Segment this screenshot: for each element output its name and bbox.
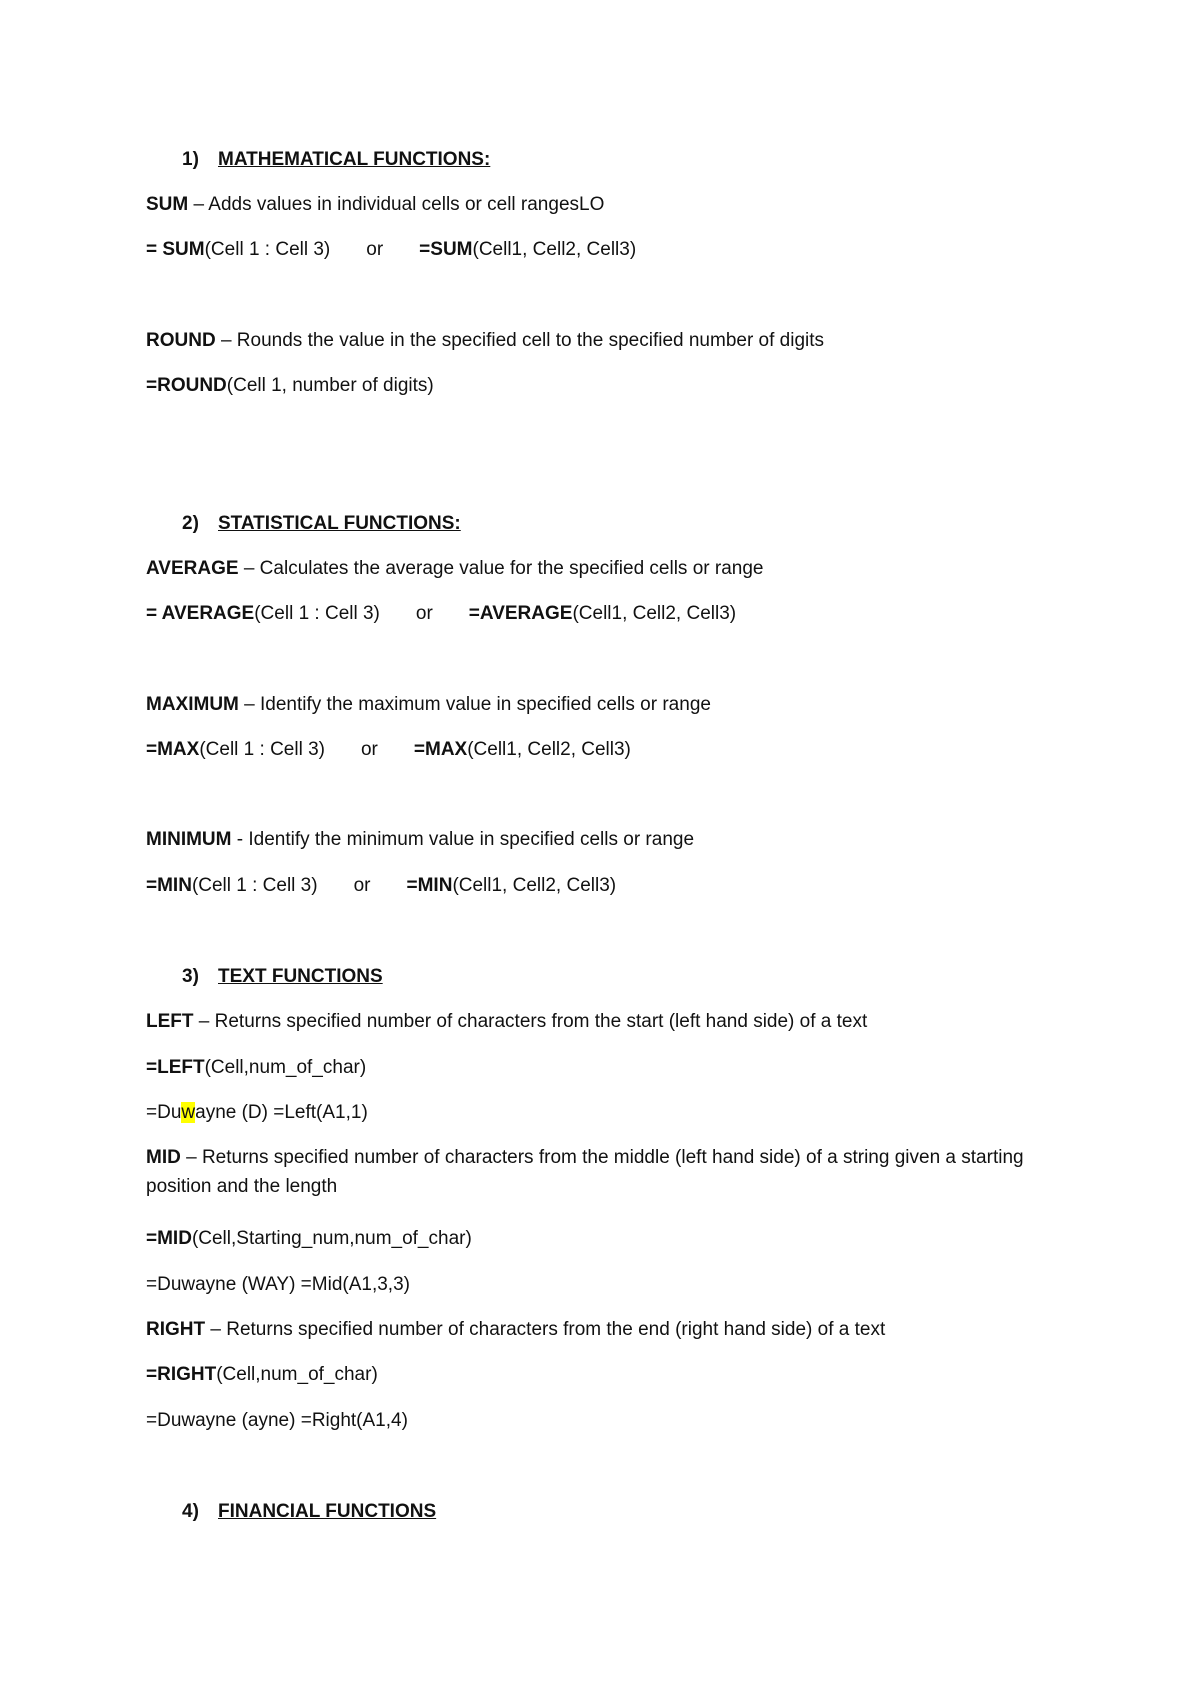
formula-args: (Cell,num_of_char) bbox=[204, 1057, 367, 1078]
example-text: ayne (D) =Left(A1,1) bbox=[195, 1102, 368, 1123]
right-example bbox=[146, 1409, 408, 1433]
formula-name: =AVERAGE bbox=[468, 603, 573, 624]
function-name: ROUND bbox=[146, 330, 216, 351]
function-name: AVERAGE bbox=[146, 558, 239, 579]
mid-formula bbox=[146, 1227, 472, 1251]
formula-args: (Cell1, Cell2, Cell3) bbox=[572, 603, 737, 624]
formula-args: (Cell 1 : Cell 3) bbox=[199, 739, 325, 760]
or-word: or bbox=[353, 875, 371, 896]
section-heading-mathematical bbox=[182, 148, 490, 172]
formula-args: (Cell,Starting_num,num_of_char) bbox=[191, 1228, 472, 1249]
function-desc: - Identify the minimum value in specified cells or range bbox=[231, 829, 695, 850]
maximum-description bbox=[146, 693, 711, 717]
function-desc: – Identify the maximum value in specified cells or range bbox=[238, 694, 711, 715]
section-number: 1) bbox=[182, 149, 199, 170]
formula-args: (Cell 1 : Cell 3) bbox=[254, 603, 380, 624]
formula-args: (Cell 1 : Cell 3) bbox=[191, 875, 318, 896]
mid-example bbox=[146, 1273, 410, 1297]
function-name: RIGHT bbox=[146, 1319, 206, 1340]
function-name: MAXIMUM bbox=[146, 694, 239, 715]
right-description bbox=[146, 1318, 885, 1342]
or-word: or bbox=[366, 239, 384, 260]
section-heading-financial bbox=[182, 1500, 436, 1524]
section-number: 2) bbox=[182, 513, 199, 534]
mid-description bbox=[146, 1143, 1036, 1201]
round-description bbox=[146, 329, 824, 353]
formula-name: =RIGHT bbox=[146, 1364, 217, 1385]
section-heading-text bbox=[182, 965, 383, 989]
sum-formula bbox=[146, 238, 636, 262]
or-word: or bbox=[360, 739, 378, 760]
function-desc: – Returns specified number of characters from the middle (left hand side) of a string given a starting position and the length bbox=[146, 1147, 1024, 1197]
function-name: MID bbox=[146, 1147, 181, 1168]
function-name: LEFT bbox=[146, 1011, 194, 1032]
formula-args: (Cell1, Cell2, Cell3) bbox=[467, 739, 631, 760]
example-text: =Duwayne (ayne) =Right(A1,4) bbox=[146, 1410, 408, 1431]
minimum-description bbox=[146, 828, 694, 852]
formula-name: = SUM bbox=[146, 239, 205, 260]
function-desc: – Adds values in individual cells or cell rangesLO bbox=[188, 194, 605, 215]
section-title: FINANCIAL FUNCTIONS bbox=[218, 1501, 437, 1522]
left-formula bbox=[146, 1056, 366, 1080]
function-name: SUM bbox=[146, 194, 189, 215]
section-title: MATHEMATICAL FUNCTIONS: bbox=[218, 149, 491, 170]
example-text: =Duwayne (WAY) =Mid(A1,3,3) bbox=[146, 1274, 410, 1295]
function-desc: – Rounds the value in the specified cell to the specified number of digits bbox=[215, 330, 825, 351]
maximum-formula bbox=[146, 738, 631, 762]
sum-description bbox=[146, 193, 604, 217]
formula-name: =MIN bbox=[406, 875, 453, 896]
section-number: 4) bbox=[182, 1501, 199, 1522]
function-name: MINIMUM bbox=[146, 829, 232, 850]
minimum-formula bbox=[146, 874, 616, 898]
section-number: 3) bbox=[182, 966, 199, 987]
section-title: TEXT FUNCTIONS bbox=[218, 966, 383, 987]
formula-name: =MID bbox=[146, 1228, 192, 1249]
function-desc: – Returns specified number of characters from the end (right hand side) of a text bbox=[205, 1319, 886, 1340]
formula-args: (Cell,num_of_char) bbox=[216, 1364, 378, 1385]
formula-args: (Cell 1 : Cell 3) bbox=[204, 239, 331, 260]
function-desc: – Returns specified number of characters from the start (left hand side) of a text bbox=[193, 1011, 868, 1032]
section-title: STATISTICAL FUNCTIONS: bbox=[218, 513, 461, 534]
highlighted-char: w bbox=[181, 1102, 196, 1123]
function-desc: – Calculates the average value for the specified cells or range bbox=[238, 558, 764, 579]
formula-name: =MIN bbox=[146, 875, 192, 896]
or-word: or bbox=[415, 603, 433, 624]
average-formula bbox=[146, 602, 736, 626]
formula-args: (Cell1, Cell2, Cell3) bbox=[452, 875, 617, 896]
example-text: =Du bbox=[146, 1102, 182, 1123]
formula-name: =SUM bbox=[419, 239, 473, 260]
round-formula bbox=[146, 374, 434, 398]
formula-name: =MAX bbox=[413, 739, 468, 760]
formula-name: = AVERAGE bbox=[146, 603, 255, 624]
left-example bbox=[146, 1101, 368, 1125]
formula-name: =ROUND bbox=[146, 375, 227, 396]
section-heading-statistical bbox=[182, 512, 461, 536]
formula-args: (Cell 1, number of digits) bbox=[226, 375, 434, 396]
right-formula bbox=[146, 1363, 378, 1387]
formula-name: =MAX bbox=[146, 739, 200, 760]
formula-name: =LEFT bbox=[146, 1057, 205, 1078]
left-description bbox=[146, 1010, 867, 1034]
average-description bbox=[146, 557, 763, 581]
formula-args: (Cell1, Cell2, Cell3) bbox=[472, 239, 637, 260]
